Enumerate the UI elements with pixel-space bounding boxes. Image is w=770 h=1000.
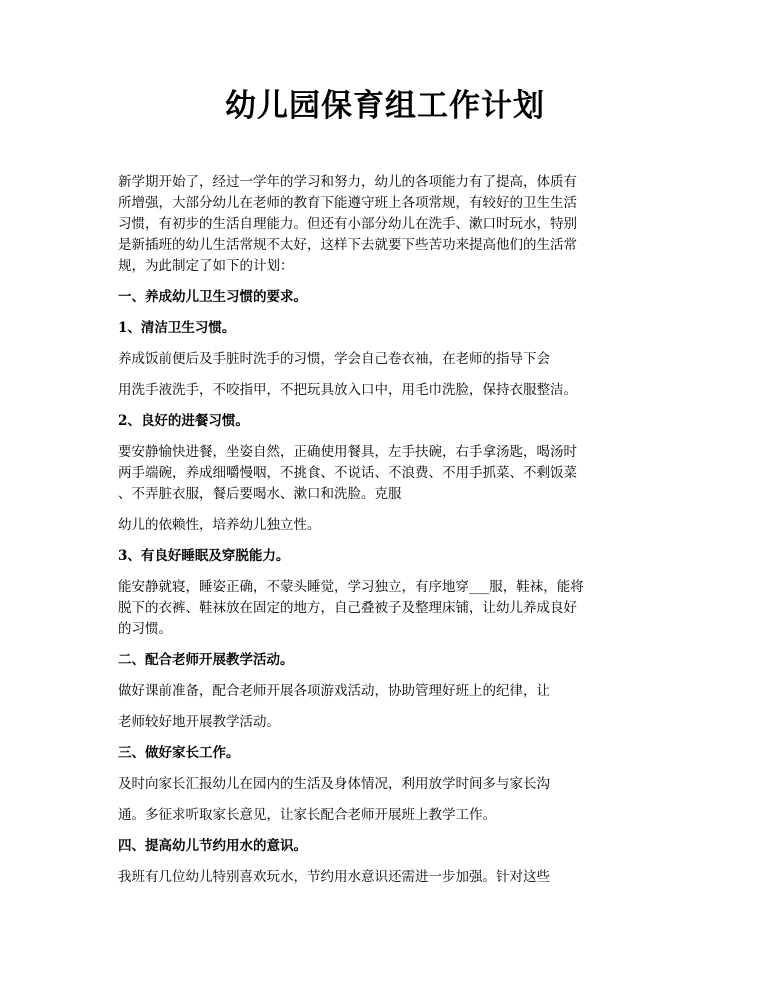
- section-heading-3: 三、做好家长工作。: [118, 745, 240, 761]
- subsection-3-paragraph: [118, 577, 658, 640]
- subsection-3-line: 脱下的衣裤、鞋袜放在固定的地方，自己叠被子及整理床铺，让幼儿养成良好: [118, 600, 577, 616]
- intro-line: 规，为此制定了如下的计划：: [118, 258, 294, 274]
- subsection-heading-3: 3、有良好睡眠及穿脱能力。: [118, 548, 290, 564]
- subsection-2-line: 两手端碗，养成细嚼慢咽，不挑食、不说话、不浪费、不用手抓菜、不剩饭菜: [118, 465, 577, 481]
- subsection-heading-2: 2、良好的进餐习惯。: [118, 413, 249, 429]
- subsection-2-line: 要安静愉快进餐，坐姿自然，正确使用餐具，左手扶碗，右手拿汤匙，喝汤时: [118, 444, 577, 460]
- subsection-2-paragraph: [118, 442, 658, 505]
- section-3-text-1: 及时向家长汇报幼儿在园内的生活及身体情况，利用放学时间多与家长沟: [118, 776, 550, 792]
- intro-line: 所增强，大部分幼儿在老师的教育下能遵守班上各项常规，有较好的卫生生活: [118, 195, 577, 211]
- intro-line: 新学期开始了，经过一学年的学习和努力，幼儿的各项能力有了提高，体质有: [118, 174, 577, 190]
- subsection-2-text-2: 幼儿的依赖性，培养幼儿独立性。: [118, 517, 321, 533]
- intro-line: 习惯，有初步的生活自理能力。但还有小部分幼儿在洗手、漱口时玩水，特别: [118, 216, 577, 232]
- section-3-text-2: 通。多征求听取家长意见，让家长配合老师开展班上教学工作。: [118, 807, 496, 823]
- intro-paragraph: [118, 172, 658, 277]
- subsection-2-line: 、不弄脏衣服，餐后要喝水、漱口和洗脸。克服: [118, 486, 402, 502]
- section-4-text-1: 我班有几位幼儿特别喜欢玩水，节约用水意识还需进一步加强。针对这些: [118, 869, 550, 885]
- section-2-text-1: 做好课前准备，配合老师开展各项游戏活动，协助管理好班上的纪律，让: [118, 683, 550, 699]
- section-heading-4: 四、提高幼儿节约用水的意识。: [118, 838, 307, 854]
- section-heading-1: 一、养成幼儿卫生习惯的要求。: [118, 289, 307, 305]
- subsection-heading-1: 1、清洁卫生习惯。: [118, 320, 236, 336]
- document-title: 幼儿园保育组工作计划: [225, 88, 545, 124]
- subsection-3-line: 能安静就寝，睡姿正确，不蒙头睡觉，学习独立，有序地穿___服，鞋袜，能将: [118, 579, 584, 595]
- section-heading-2: 二、配合老师开展教学活动。: [118, 652, 294, 668]
- subsection-3-line: 的习惯。: [118, 621, 172, 637]
- subsection-1-text-1: 养成饭前便后及手脏时洗手的习惯，学会自己卷衣袖，在老师的指导下会: [118, 351, 550, 367]
- intro-line: 是新插班的幼儿生活常规不太好，这样下去就要下些苦功来提高他们的生活常: [118, 237, 577, 253]
- document-body: [118, 172, 658, 888]
- section-2-text-2: 老师较好地开展教学活动。: [118, 714, 280, 730]
- subsection-1-text-2: 用洗手液洗手，不咬指甲，不把玩具放入口中，用毛巾洗脸，保持衣服整洁。: [118, 382, 577, 398]
